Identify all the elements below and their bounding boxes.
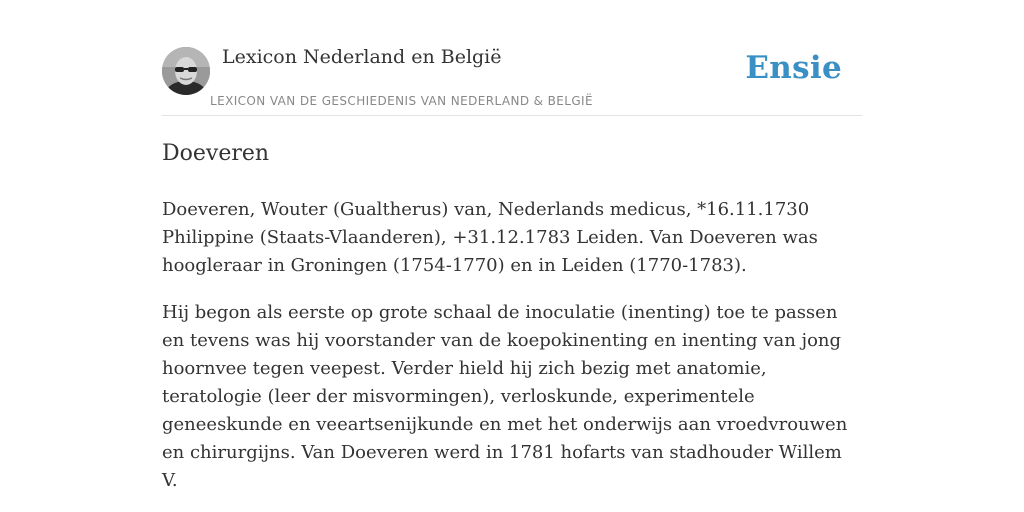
author-avatar[interactable] <box>162 47 210 95</box>
article <box>162 138 862 512</box>
ensie-logo[interactable]: Ensie <box>745 50 842 86</box>
article-title: Doeveren <box>162 141 270 166</box>
site-name-link[interactable]: Lexicon Nederland en België <box>222 46 502 68</box>
site-tagline: LEXICON VAN DE GESCHIEDENIS VAN NEDERLAND & BELGIË <box>210 94 593 108</box>
article-paragraph: Hij begon als eerste op grote schaal de inoculatie (inenting) toe te passen en tevens was hij voorstander van de koepokinenting en inenting van jong hoornvee tegen veepest. Verder hield hij zich bezig met anatomie, teratologie (leer der misvormingen), verloskunde, experimentele geneeskunde en veeartsenijkunde en met het onderwijs aan vroedvrouwen en chirurgijns. Van Doeveren werd in 1781 hofarts van stadhouder Willem V. <box>162 302 848 491</box>
header <box>162 44 862 116</box>
article-paragraph: Doeveren, Wouter (Gualtherus) van, Nederlands medicus, *16.11.1730 Philippine (Staats-Vlaanderen), +31.12.1783 Leiden. Van Doeveren was hoogleraar in Groningen (1754-1770) en in Leiden (1770-1783). <box>162 199 818 276</box>
